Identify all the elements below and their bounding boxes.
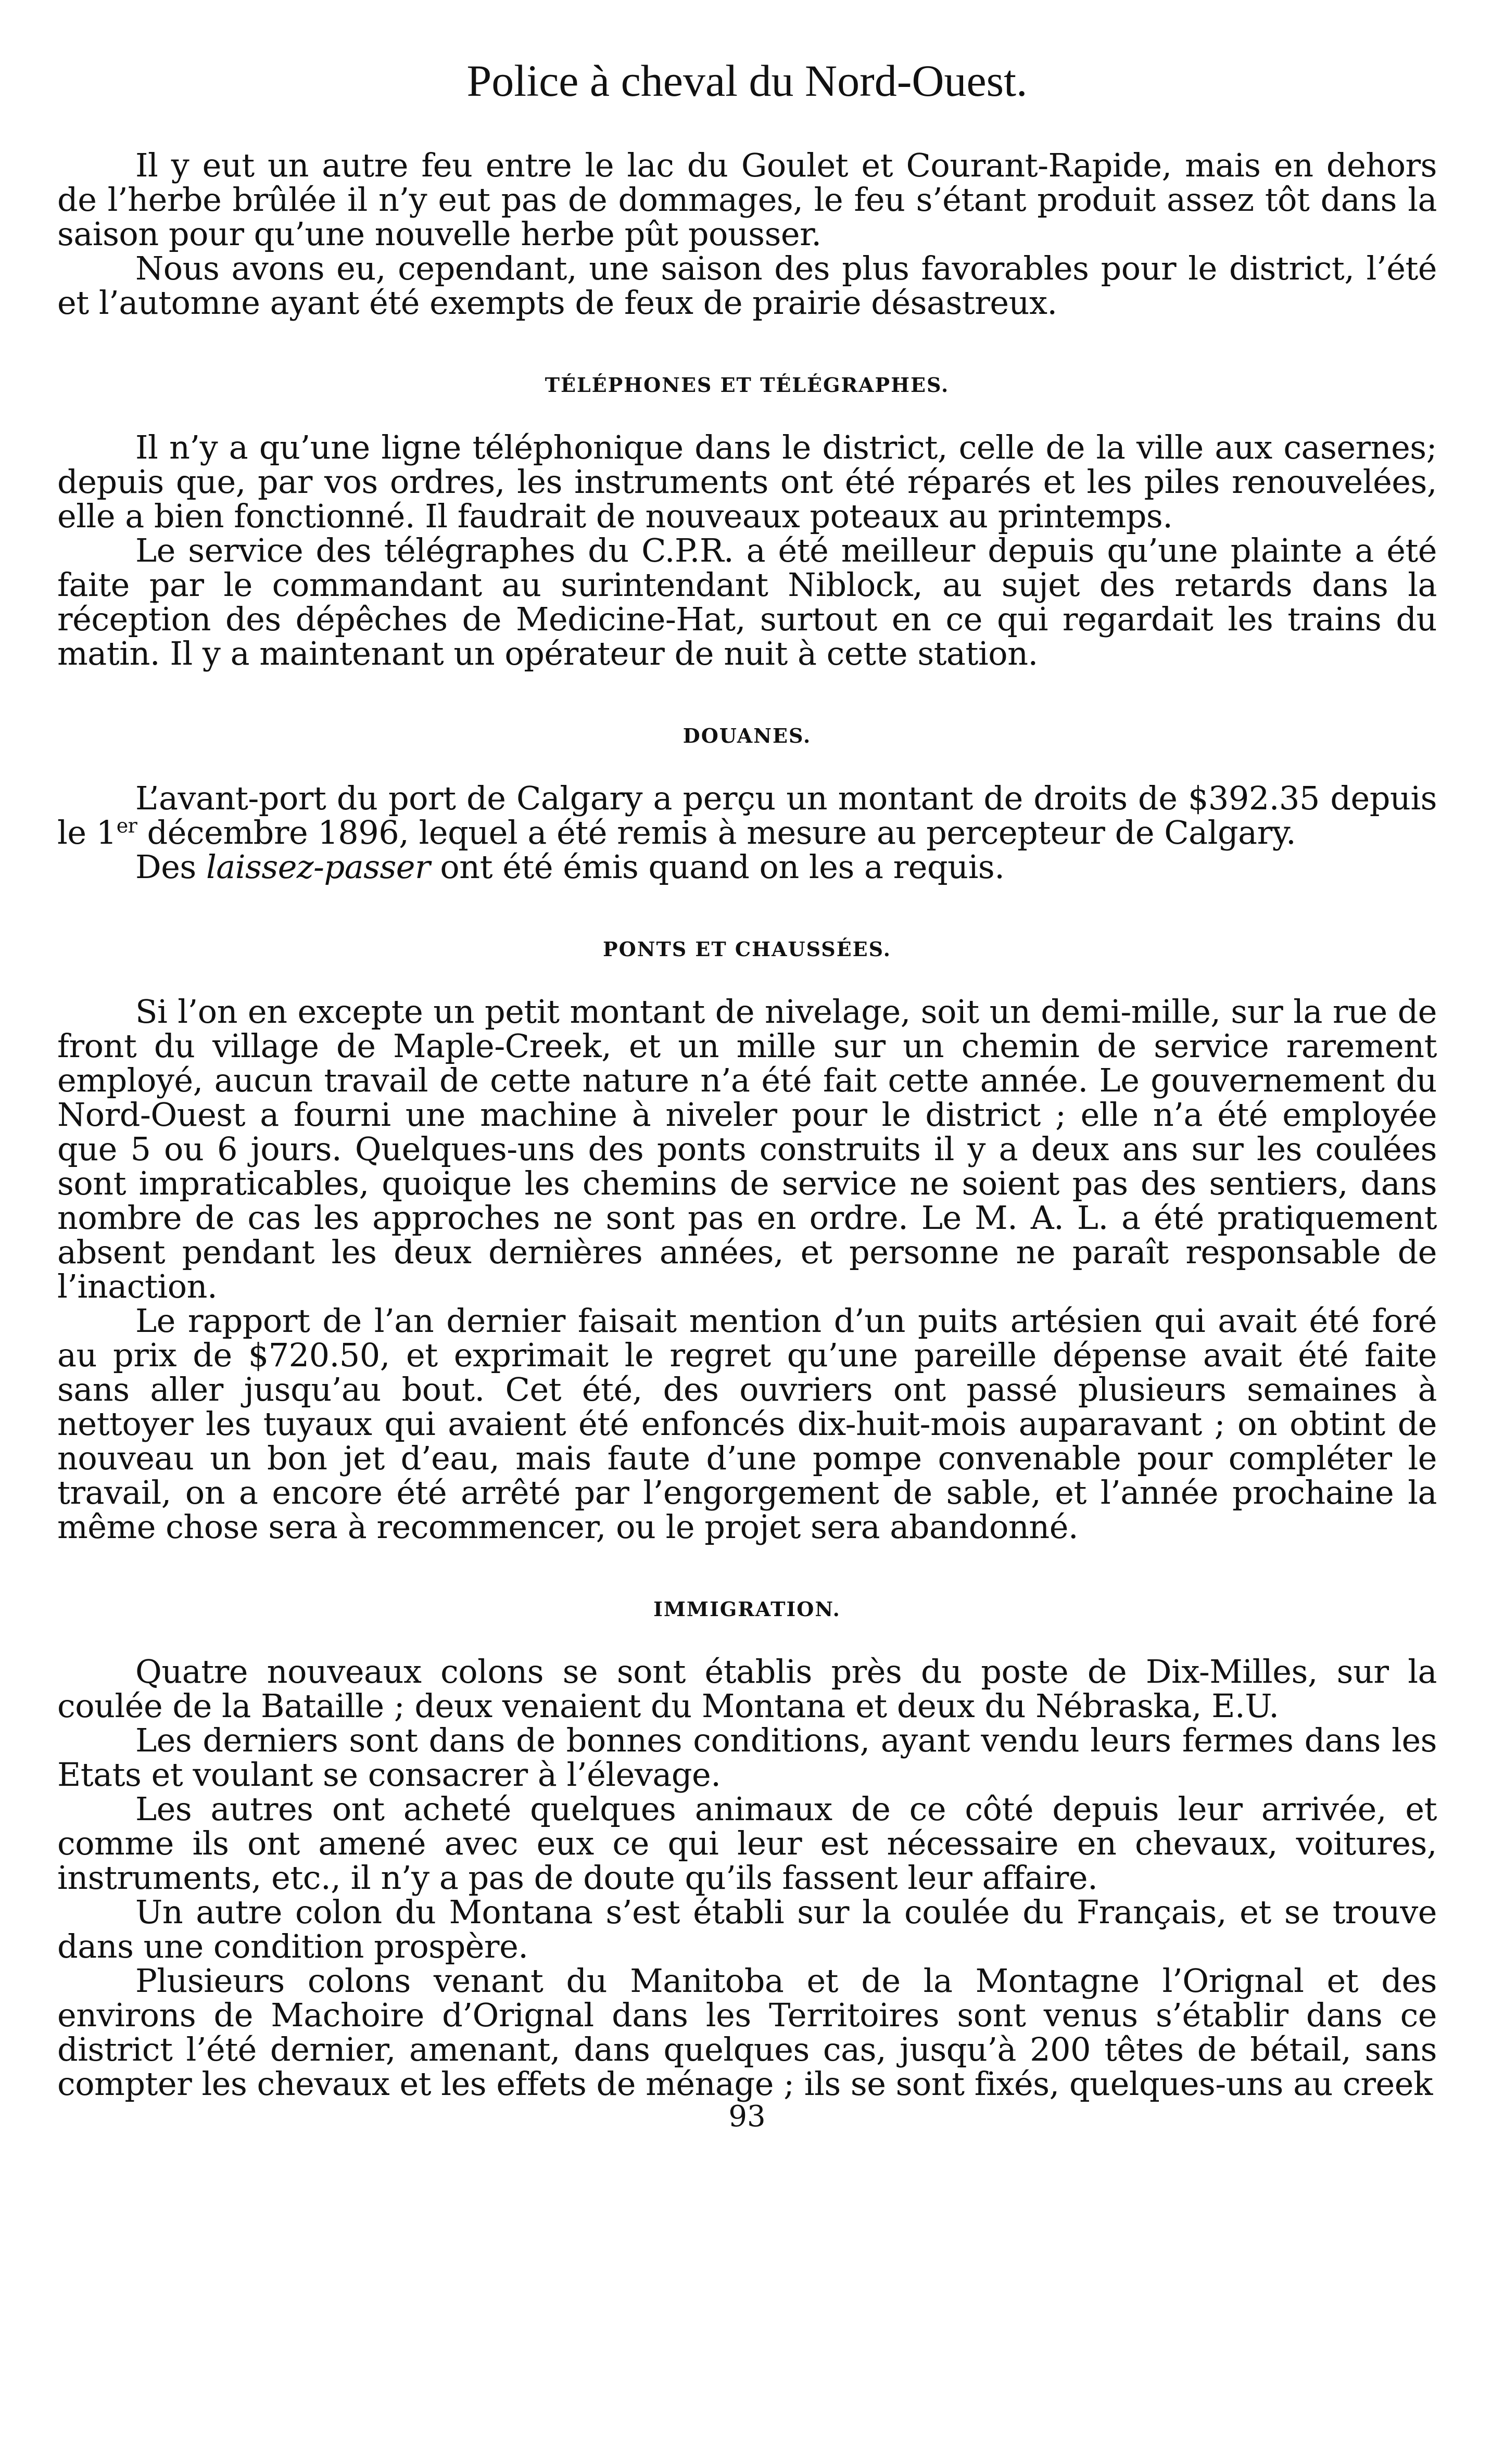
paragraph: Il n’y a qu’une ligne téléphonique dans le district, celle de la ville aux casernes; depuis que, par vos ordres, les instruments ont été réparés et les piles renouvelées, elle a bien fonctionné. Il faudrait de nouveaux poteaux au printemps. xyxy=(57,428,1437,535)
document-page xyxy=(57,55,1437,2132)
paragraph: Un autre colon du Montana s’est établi sur la coulée du Français, et se trouve dans une condition prospère. xyxy=(57,1893,1437,1965)
telephones-section xyxy=(57,430,1437,671)
section-heading-douanes: DOUANES. xyxy=(683,724,812,747)
page-number: 93 xyxy=(728,2100,766,2133)
paragraph: Il y eut un autre feu entre le lac du Goulet et Courant-Rapide, mais en dehors de l’herbe brûlée il n’y eut pas de dommages, le feu s’étant produit assez tôt dans la saison pour qu’une nouvelle herbe pût pousser. xyxy=(57,146,1437,253)
paragraph xyxy=(57,781,1437,850)
ponts-section xyxy=(57,995,1437,1544)
italic-term: laissez-passer xyxy=(206,848,431,886)
paragraph: Le rapport de l’an dernier faisait mention d’un puits artésien qui avait été foré au prix de $720.50, et exprimait le regret qu’une pareille dépense avait été faite sans aller jusqu’au bout. Cet été, des ouvriers ont passé plusieurs semaines à nettoyer les tuyaux qui avaient été enfoncés dix-huit-mois auparavant ; on obtint de nouveau un bon jet d’eau, mais faute d’une pompe convenable pour compléter le travail, on a encore été arrêté par l’engorgement de sable, et l’année prochaine la même chose sera à recommencer, ou le projet sera abandonné. xyxy=(57,1302,1437,1546)
douanes-section xyxy=(57,781,1437,884)
section-heading-immigration: IMMIGRATION. xyxy=(653,1597,841,1621)
immigration-section xyxy=(57,1655,1437,2101)
running-title: Police à cheval du Nord-Ouest. xyxy=(466,56,1028,106)
text-run: ont été émis quand on les a requis. xyxy=(430,848,1005,886)
text-run: Des xyxy=(135,848,206,886)
intro-section xyxy=(57,148,1437,320)
section-heading-ponts: PONTS ET CHAUSSÉES. xyxy=(603,937,891,961)
paragraph: Les derniers sont dans de bonnes conditions, ayant vendu leurs fermes dans les Etats et voulant se consacrer à l’élevage. xyxy=(57,1721,1437,1794)
paragraph: Quatre nouveaux colons se sont établis près du poste de Dix-Milles, sur la coulée de la Bataille ; deux venaient du Montana et deux du Nébraska, E.U. xyxy=(57,1653,1437,1725)
paragraph: Les autres ont acheté quelques animaux de ce côté depuis leur arrivée, et comme ils ont amené avec eux ce qui leur est nécessaire en chevaux, voitures, instruments, etc., il n’y a pas de doute qu’ils fassent leur affaire. xyxy=(57,1790,1437,1897)
paragraph: Plusieurs colons venant du Manitoba et de la Montagne l’Orignal et des environs de Machoire d’Orignal dans les Territoires sont venus s’établir dans ce district l’été dernier, amenant, dans quelques cas, jusqu’à 200 têtes de bétail, sans compter les chevaux et les effets de ménage ; ils se sont fixés, quelques-uns au creek xyxy=(57,1962,1437,2103)
section-heading-telephones: TÉLÉPHONES ET TÉLÉGRAPHES. xyxy=(545,373,950,397)
paragraph: Si l’on en excepte un petit montant de nivelage, soit un demi-mille, sur la rue de front du village de Maple-Creek, et un mille sur un chemin de service rarement employé, aucun travail de cette nature n’a été fait cette année. Le gouvernement du Nord-Ouest a fourni une machine à niveler pour le district ; elle n’a été employée que 5 ou 6 jours. Quelques-uns des ponts construits il y a deux ans sur les coulées sont impraticables, quoique les chemins de service ne soient pas des sentiers, dans nombre de cas les approches ne sont pas en ordre. Le M. A. L. a été pratiquement absent pendant les deux dernières années, et personne ne paraît responsable de l’inaction. xyxy=(57,993,1437,1305)
text-run: L’avant-port du port de Calgary a perçu un montant de droits de $392.35 depuis le 1 xyxy=(57,779,1437,852)
paragraph: Le service des télégraphes du C.P.R. a été meilleur depuis qu’une plainte a été faite par le commandant au surintendant Niblock, au sujet des retards dans la réception des dépêches de Medicine-Hat, surtout en ce qui regardait les trains du matin. Il y a maintenant un opérateur de nuit à cette station. xyxy=(57,531,1437,672)
text-run: décembre 1896, lequel a été remis à mesure au percepteur de Calgary. xyxy=(137,814,1296,852)
paragraph xyxy=(57,850,1437,884)
paragraph: Nous avons eu, cependant, une saison des plus favorables pour le district, l’été et l’automne ayant été exempts de feux de prairie désastreux. xyxy=(57,249,1437,322)
superscript: er xyxy=(116,814,137,837)
